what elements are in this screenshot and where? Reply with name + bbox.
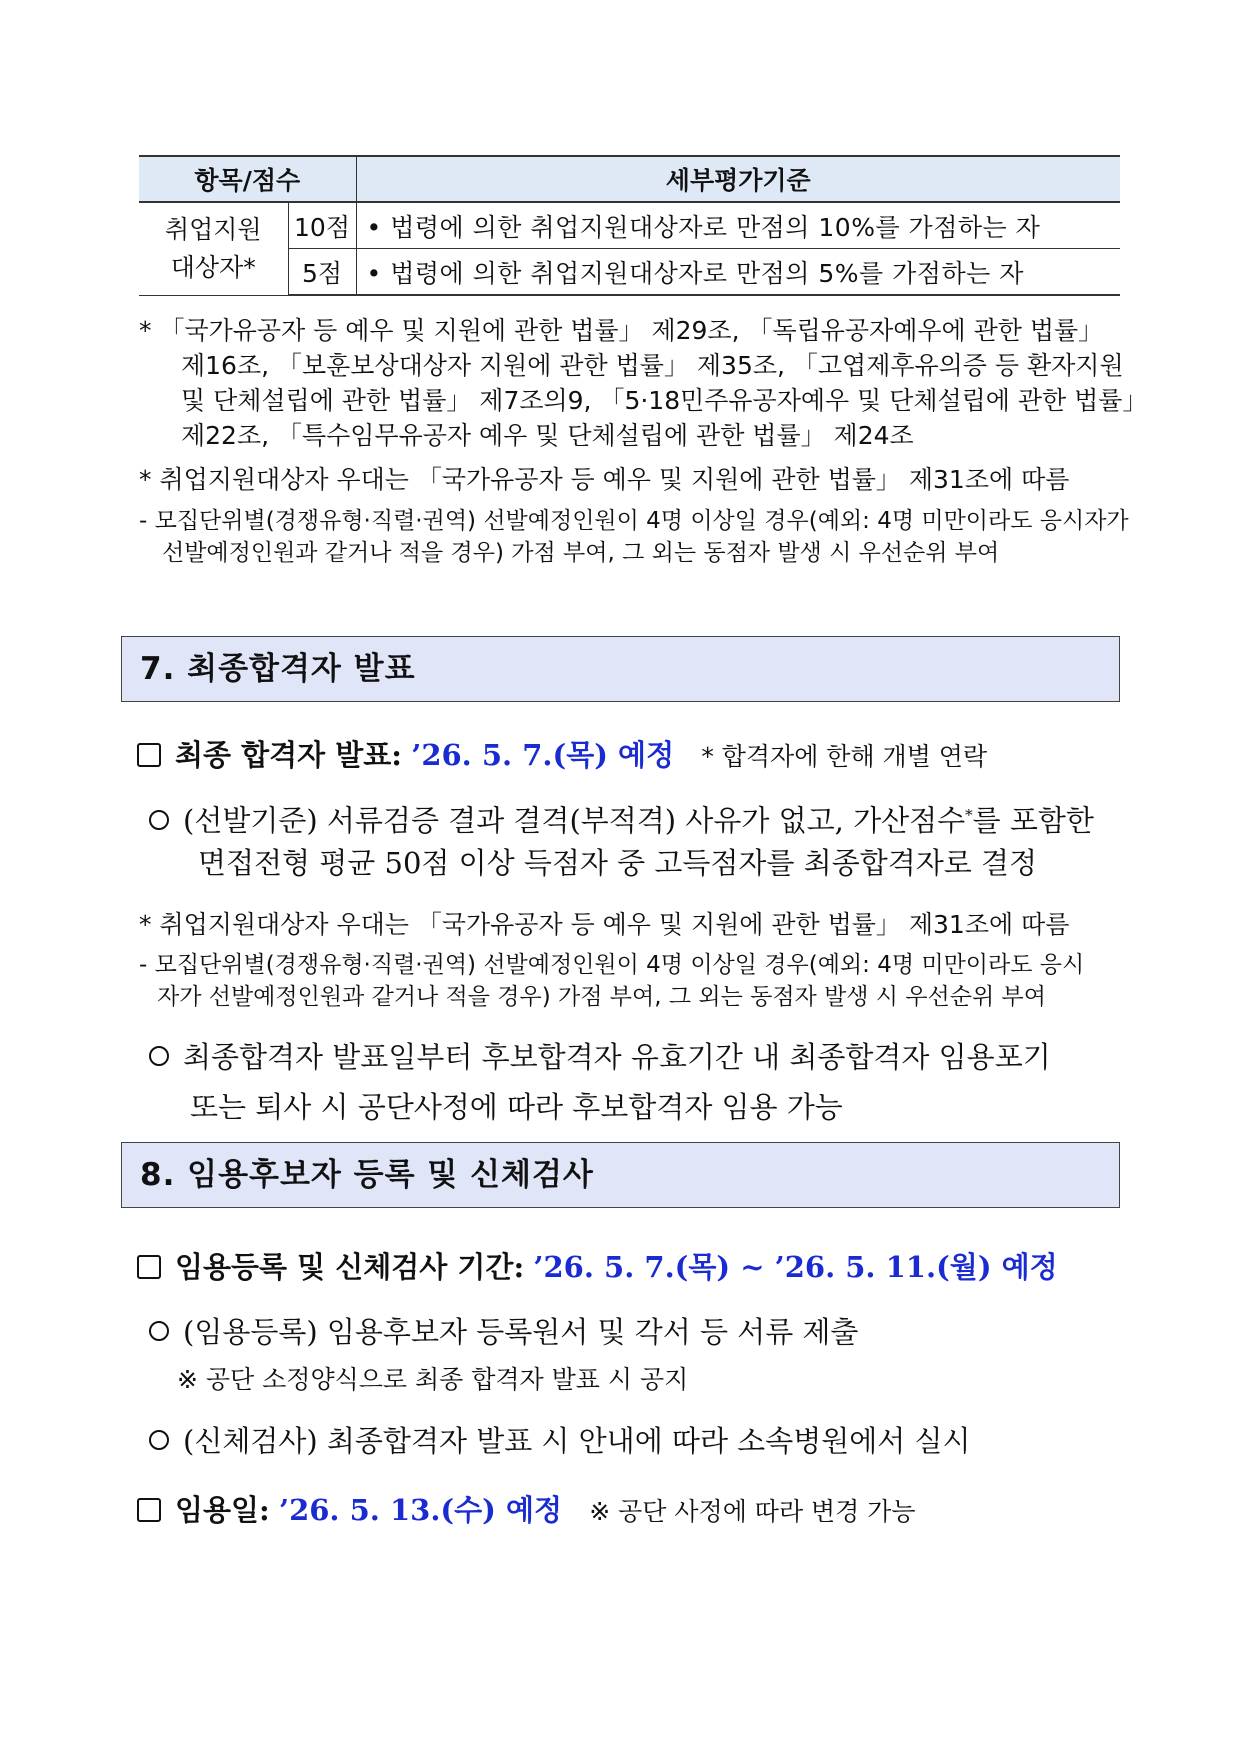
medical-text: (신체검사) 최종합격자 발표 시 안내에 따라 소속병원에서 실시: [183, 1424, 971, 1458]
table-points: 10점: [288, 202, 356, 249]
registration-note: ※ 공단 소정양식으로 최종 합격자 발표 시 공지: [177, 1365, 689, 1394]
footnote-laws-line: 및 단체설립에 관한 법률」 제7조의9, 「5·18민주유공자예우 및 단체설립에 관한 법률」: [181, 386, 1148, 415]
medical-line: [149, 1421, 971, 1461]
appointment-line: [137, 1490, 916, 1532]
criteria-sup: *: [965, 806, 973, 824]
announce-label: 최종 합격자 발표:: [175, 738, 402, 772]
criteria-text: (선발기준) 서류검증 결과 결격(부적격) 사유가 없고, 가산점수: [183, 803, 966, 838]
category-line: 대상자*: [170, 252, 256, 282]
announce-line: [137, 735, 987, 777]
footnote-preference: * 취업지원대상자 우대는 「국가유공자 등 예우 및 지원에 관한 법률」 제31조에 따름: [139, 465, 1070, 494]
circle-bullet-icon: [149, 1430, 169, 1450]
reserve-line: [149, 1037, 1051, 1077]
table-category: [139, 202, 288, 295]
table-row: [139, 202, 1120, 249]
period-date: ’26. 5. 7.(목) ~ ’26. 5. 11.(월) 예정: [533, 1250, 1058, 1284]
checkbox-square-icon: [137, 1255, 161, 1279]
section7-detail-line: 자가 선발예정인원과 같거나 적을 경우) 가점 부여, 그 외는 동점자 발생 시 우선순위 부여: [157, 984, 1046, 1010]
section-7-header: 7. 최종합격자 발표: [121, 636, 1120, 702]
table-criteria: • 법령에 의한 취업지원대상자로 만점의 5%를 가점하는 자: [356, 249, 1120, 296]
table-points: 5점: [288, 249, 356, 296]
registration-line: [149, 1312, 858, 1352]
footnote-laws-line: 제16조, 「보훈보상대상자 지원에 관한 법률」 제35조, 「고엽제후유의증 등 환자지원: [181, 351, 1124, 380]
section-8-header: 8. 임용후보자 등록 및 신체검사: [121, 1142, 1120, 1208]
evaluation-table: [139, 155, 1120, 296]
appointment-date: ’26. 5. 13.(수) 예정: [278, 1493, 563, 1527]
section7-detail-line: - 모집단위별(경쟁유형·직렬·권역) 선발예정인원이 4명 이상일 경우(예외: 4명 미만이라도 응시: [139, 952, 1085, 978]
circle-bullet-icon: [149, 1321, 169, 1341]
section7-preference: * 취업지원대상자 우대는 「국가유공자 등 예우 및 지원에 관한 법률」 제31조에 따름: [139, 910, 1070, 939]
table-header-item: 항목/점수: [139, 156, 356, 202]
category-line: 취업지원: [164, 214, 262, 244]
footnote-laws-line: * 「국가유공자 등 예우 및 지원에 관한 법률」 제29조, 「독립유공자예우에 관한 법률」: [139, 316, 1104, 345]
table-header-criteria: 세부평가기준: [356, 156, 1120, 202]
footnote-detail-line: - 모집단위별(경쟁유형·직렬·권역) 선발예정인원이 4명 이상일 경우(예외: 4명 미만이라도 응시자가: [139, 508, 1129, 534]
reserve-text: 최종합격자 발표일부터 후보합격자 유효기간 내 최종합격자 임용포기: [183, 1040, 1051, 1074]
announce-note: * 합격자에 한해 개별 연락: [701, 742, 988, 771]
criteria-line: [149, 795, 1094, 841]
period-label: 임용등록 및 신체검사 기간:: [175, 1250, 525, 1284]
footnote-detail-line: 선발예정인원과 같거나 적을 경우) 가점 부여, 그 외는 동점자 발생 시 우선순위 부여: [162, 540, 1000, 566]
circle-bullet-icon: [149, 810, 169, 830]
table-header-row: [139, 156, 1120, 202]
reserve-line-2: 또는 퇴사 시 공단사정에 따라 후보합격자 임용 가능: [190, 1090, 843, 1124]
period-line: [137, 1247, 1058, 1287]
table-criteria: • 법령에 의한 취업지원대상자로 만점의 10%를 가점하는 자: [356, 202, 1120, 249]
checkbox-square-icon: [137, 1498, 161, 1522]
footnote-laws-line: 제22조, 「특수임무유공자 예우 및 단체설립에 관한 법률」 제24조: [181, 421, 914, 450]
appointment-label: 임용일:: [175, 1493, 270, 1527]
registration-text: (임용등록) 임용후보자 등록원서 및 각서 등 서류 제출: [183, 1315, 859, 1349]
appointment-note: ※ 공단 사정에 따라 변경 가능: [589, 1497, 916, 1526]
announce-date: ’26. 5. 7.(목) 예정: [411, 738, 675, 772]
criteria-suffix: 를 포함한: [972, 803, 1094, 838]
criteria-line-2: 면접전형 평균 50점 이상 득점자 중 고득점자를 최종합격자로 결정: [198, 846, 1038, 880]
circle-bullet-icon: [149, 1046, 169, 1066]
checkbox-square-icon: [137, 743, 161, 767]
